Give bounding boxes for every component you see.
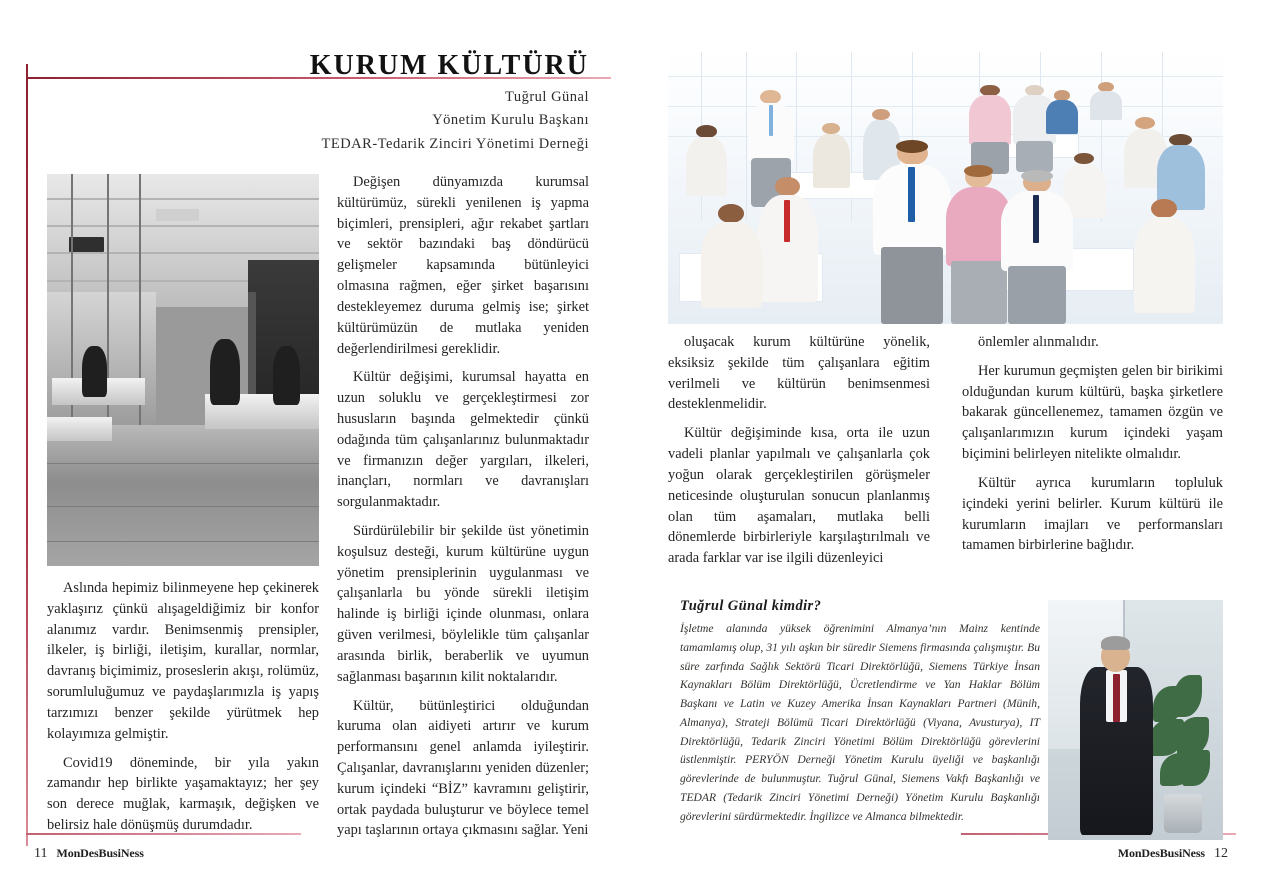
paragraph: Kültür değişiminde kısa, orta ile uzun vadeli planlar yapılmalı ve çalışanlarla çok yoğun olarak gerçekleştirilen görüşmeler neticesinde oluşturulan sonucun planlanmış olan tüm aşamaları, mutlaka belli dönemlerde birbirleriyle karşılaştırılmalı ve arada farklar var ise ilgili düzenleyici <box>668 425 930 567</box>
brand-name: MonDesBusiNess <box>1117 846 1205 860</box>
footer-right <box>1118 846 1228 862</box>
footer-left <box>34 846 144 862</box>
paragraph: Değişen dünyamızda kurumsal kültürümüz, sürekli yenilenen iş yapma biçimleri, prensipleri, ağır rekabet şartları ve sektör bazındaki baş döndürücü gelişmeler kapsamında bütünleyici olmasına rağmen, eğer şirket başarısını destekleyemez duruma gelmiş ise; şirket kültürümüzün de mutlaka yeniden değerlendirilmesi gereklidir. <box>337 174 589 357</box>
byline-role: Yönetim Kurulu Başkanı <box>432 112 589 129</box>
left-margin-vertical-rule <box>26 64 28 846</box>
right-page-column-one <box>668 332 930 569</box>
paragraph: oluşacak kurum kültürüne yönelik, eksiksiz şekilde tüm çalışanlara eğitim verilmeli ve kültürün benimsenmesi desteklenmelidir. <box>668 334 930 413</box>
page-number: 11 <box>34 846 48 861</box>
office-interior-photo <box>47 174 319 566</box>
brand-name: MonDesBusiNess <box>56 846 144 860</box>
bio-text: İşletme alanında yüksek öğrenimini Almanya’nın Mainz kentinde tamamlamış olup, 31 yılı aşkın bir süredir Siemens firmasında çalışmıştır. Bu süre zarfında Sağlık Sektörü Ticari Direktörlüğü, Siemens Türkiye İnsan Kaynakları Bölüm Direktörlüğü, Ücretlendirme ve Yan Haklar Bölüm Başkanı ve Latin ve Kuzey Amerika İnsan Kaynakları Partneri (Münih, Almanya), Strateji Bölümü Ticari Direktörlüğü (Viyana, Avusturya), IT Direktörlüğü, Tedarik Zinciri Yönetimi Bölüm Direktörlüğü görevlerini üstlenmiştir. PERYÖN Derneği Yönetim Kurulu üyeliği ve başkanlığı görevlerinde de bulunmuştur. Tuğrul Günal, Siemens Vakfı Başkanlığı ve TEDAR (Tedarik Zinciri Yönetimi Derneği) Yönetim Kurulu Başkanlığı görevlerini sürdürmektedir. İngilizce ve Almanca bilmektedir. <box>680 622 1040 823</box>
bio-heading: Tuğrul Günal kimdir? <box>680 598 822 614</box>
page-title: KURUM KÜLTÜRÜ <box>309 50 589 81</box>
page-number: 12 <box>1214 846 1228 861</box>
paragraph: Covid19 döneminde, bir yıla yakın zamandır hep birlikte yaşamaktayız; her şey son derece muğlak, karmaşık, değişken ve belirsiz hale dönüşmüş durumdadır. <box>47 754 319 833</box>
business-meeting-photo <box>668 52 1223 324</box>
paragraph: Kültür, bütünleştirici olduğundan kuruma olan aidiyeti artırır ve kurum performansını genel anlamda iyileştirir. Çalışanlar, davranışlarını yeniden düzenler; kurum içindeki “BİZ” kavramını geliştirir, ortak paydada buluşturur ve böylece temel yapı taşlarının ortaya çıkmasını sağlar. Yeni <box>337 697 589 839</box>
paragraph: Kültür değişimi, kurumsal hayatta en uzun soluklu ve gerçekleştirmesi zor hususların başında gelmektedir çünkü odağında tüm çalışanlarınız bulunmaktadır ve firmanızın değer yargıları, ilkeleri, inançları, normları ve davranışları sorgulanmaktadır. <box>337 369 589 511</box>
paragraph: Her kurumun geçmişten gelen bir birikimi olduğundan kurum kültürü, başka şirketlere bakarak güncellenemez, tamamen özgün ve çalışanlarımızın kurum içindeki yaşam biçimini belirleyen nitelikte olmalıdır. <box>962 362 1223 463</box>
paragraph: önlemler alınmalıdır. <box>978 334 1099 350</box>
byline-org: TEDAR-Tedarik Zinciri Yönetimi Derneği <box>321 135 589 152</box>
byline <box>169 86 589 156</box>
author-portrait-photo <box>1048 600 1223 840</box>
byline-author: Tuğrul Günal <box>504 89 589 105</box>
paragraph: Aslında hepimiz bilinmeyene hep çekinerek yaklaşırız çünkü alışageldiğimiz bir konfor alanımız vardır. Benimsenmiş prensipler, ilkeler, iş birliği, iletişim, kurallar, normlar, davranış biçimimiz, proseslerin akışı, rolümüz, sorumluluğumuz ve paydaşlarımızla iş yapış tarzımızı benzer şekilde yürütmek hep kolayımıza gelmiştir. <box>47 580 319 742</box>
paragraph: Sürdürülebilir bir şekilde üst yönetimin koşulsuz desteği, kurum kültürüne uygun yönetim prensiplerinin uygulanması ve çalışanlarla bu yönde sürekli iletişim halinde iş birliği içinde olunması, onlara güven verilmesi, böylelikle tüm çalışanlar arasında birlik, beraberlik ve uyumun sağlanması başarının kilit noktalarıdır. <box>337 523 589 685</box>
left-page-column-one <box>47 578 319 836</box>
page-right <box>631 0 1262 886</box>
left-page-column-two <box>337 172 589 841</box>
paragraph: Kültür ayrıca kurumların topluluk içindeki yerini belirler. Kurum kültürü ile kurumların imajları ve performansları tamamen birbirlerine bağlıdır. <box>962 474 1223 554</box>
right-page-column-two <box>962 332 1223 556</box>
